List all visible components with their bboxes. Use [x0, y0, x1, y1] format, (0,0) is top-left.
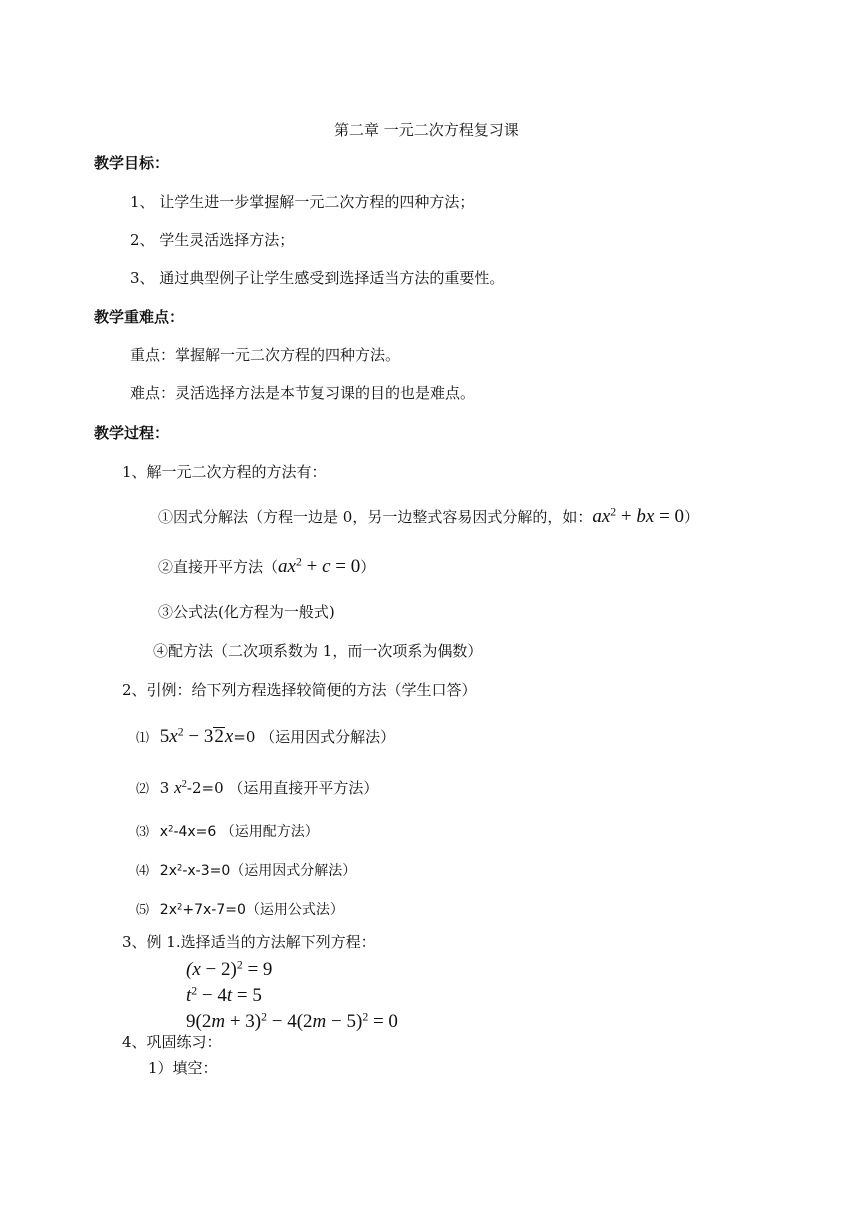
- equation-1: $(x - 2)^2 = 9$: [186, 958, 273, 980]
- example-1-number: ⑴: [136, 731, 150, 746]
- section-1-title: 1、解一元二次方程的方法有：: [122, 463, 327, 481]
- section-2-title: 2、引例：给下列方程选择较简便的方法（学生口答）: [122, 681, 477, 699]
- example-5-formula: $2x^2$: [159, 901, 183, 918]
- example-2: [136, 778, 378, 800]
- example-3-formula: $x^2$: [159, 823, 174, 840]
- example-1: [136, 727, 395, 749]
- sqrt-symbol: 2: [214, 726, 224, 747]
- example-1-formula: $5x^2 - 32x$: [159, 725, 234, 747]
- example-5: [136, 899, 344, 921]
- example-2-tail: -2=0 （运用直接开平方法）: [186, 779, 379, 797]
- method-factoring: [158, 507, 699, 527]
- keypoints-heading: 教学重难点：: [94, 308, 185, 326]
- example-4-tail: -x-3=0（运用因式分解法）: [182, 863, 357, 879]
- method-square-root-close: ）: [360, 558, 376, 576]
- formula-factoring: $ax^2$ + bx = 0: [592, 505, 685, 527]
- section-4-fill-blank: 1）填空：: [148, 1059, 218, 1077]
- formula-square-root: $ax^2 + c = 0$: [278, 555, 361, 577]
- method-completing-square: ④配方法（二次项系数为 1，而一次项系为偶数）: [153, 642, 483, 660]
- example-4: [136, 860, 356, 882]
- method-factoring-text: ①因式分解法（方程一边是 0，另一边整式容易因式分解的，如：: [158, 508, 593, 526]
- page-title: 第二章 一元二次方程复习课: [334, 121, 519, 139]
- example-1-tail: =0 （运用因式分解法）: [233, 728, 396, 746]
- goal-item-3: 3、 通过典型例子让学生感受到选择适当方法的重要性。: [130, 269, 505, 287]
- key-point: 重点：掌握解一元二次方程的四种方法。: [130, 346, 401, 364]
- example-5-tail: +7x-7=0（运用公式法）: [182, 902, 344, 918]
- example-3-number: ⑶: [136, 825, 150, 840]
- goals-heading: 教学目标：: [94, 154, 170, 172]
- example-4-number: ⑷: [136, 864, 150, 879]
- example-2-formula: 3 $x^2$: [159, 778, 187, 797]
- method-factoring-close: ）: [684, 508, 700, 526]
- equation-2: $t^2 - 4t = 5$: [186, 984, 262, 1006]
- example-4-formula: $2x^2$: [159, 862, 183, 879]
- method-square-root-text: ②直接开平方法（: [158, 558, 279, 576]
- example-2-number: ⑵: [136, 782, 150, 797]
- section-3-title: 3、例 1.选择适当的方法解下列方程：: [122, 933, 376, 951]
- example-3: [136, 821, 319, 843]
- process-heading: 教学过程：: [94, 424, 170, 442]
- method-square-root: [158, 557, 375, 577]
- equation-3: $9(2m + 3)^2 - 4(2m - 5)^2 = 0$: [186, 1010, 398, 1032]
- goal-item-2: 2、 学生灵活选择方法；: [130, 231, 295, 249]
- difficult-point: 难点：灵活选择方法是本节复习课的目的也是难点。: [130, 384, 476, 402]
- example-5-number: ⑸: [136, 903, 150, 918]
- section-4-title: 4、巩固练习：: [122, 1033, 222, 1051]
- example-3-tail: -4x=6 （运用配方法）: [173, 824, 319, 840]
- goal-item-1: 1、 让学生进一步掌握解一元二次方程的四种方法；: [130, 193, 475, 211]
- method-formula: ③公式法(化方程为一般式): [158, 603, 335, 621]
